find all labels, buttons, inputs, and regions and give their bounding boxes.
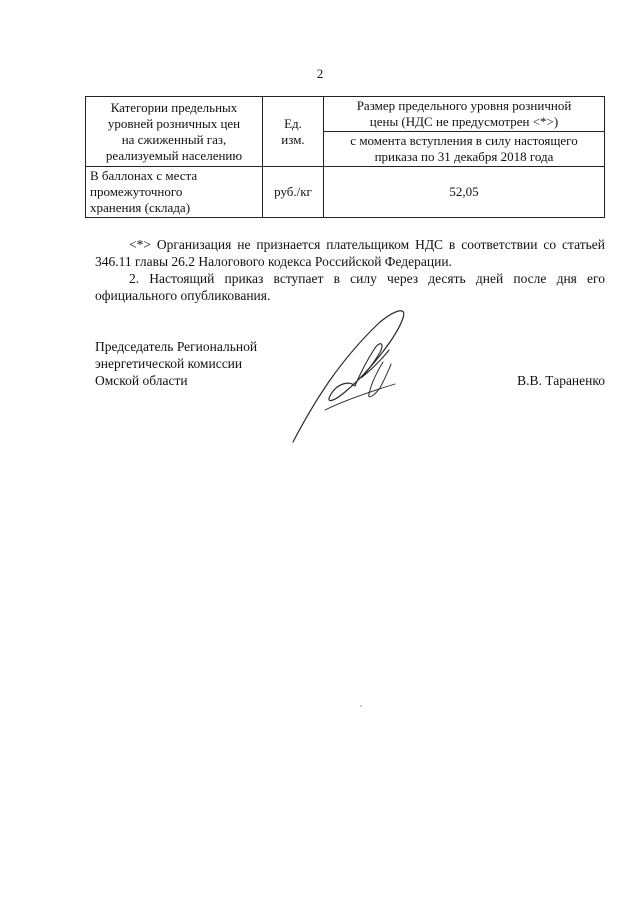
signatory-position-line: энергетической комиссии	[95, 356, 243, 371]
header-category-line: уровней розничных цен	[107, 115, 241, 131]
signatory-position-line: Омской области	[95, 373, 188, 388]
header-period-cell	[324, 132, 605, 167]
header-category-line: Категории предельных	[110, 99, 238, 115]
signatory-position-line: Председатель Региональной	[95, 339, 258, 354]
header-price-cell	[324, 97, 605, 132]
row-unit-cell: руб./кг	[263, 167, 324, 218]
table-row	[86, 167, 605, 218]
header-unit-cell	[263, 97, 324, 167]
header-category-cell	[86, 97, 263, 167]
header-price-line: Размер предельного уровня розничной	[356, 98, 572, 113]
header-category-line: реализуемый населению	[105, 147, 243, 163]
header-period-line: с момента вступления в силу настоящего	[350, 133, 578, 148]
row-price-cell: 52,05	[324, 167, 605, 218]
row-category-line: хранения (склада)	[90, 200, 191, 215]
header-price-line: цены (НДС не предусмотрен <*>)	[369, 114, 559, 129]
table-header-row	[86, 97, 605, 132]
signatory-name: В.В. Тараненко	[517, 373, 605, 388]
row-category-line: промежуточного	[90, 184, 183, 199]
signatory-position	[95, 338, 257, 389]
handwritten-signature	[285, 300, 425, 450]
header-period-line: приказа по 31 декабря 2018 года	[374, 149, 554, 164]
tariff-table	[85, 96, 605, 218]
row-category-line: В баллонах с места	[90, 168, 198, 183]
header-unit-line: Ед.	[284, 115, 302, 131]
clause-2: 2. Настоящий приказ вступает в силу через десять дней после дня его официального опубликования.	[95, 271, 605, 303]
footnote: <*> Организация не признается плательщиком НДС в соответствии со статьей 346.11 главы 26.2 Налогового кодекса Российской Федерации.	[95, 237, 605, 269]
page-number: 2	[316, 66, 324, 81]
scan-speck	[360, 705, 362, 707]
header-category-line: на сжиженный газ,	[121, 131, 227, 147]
row-category-cell	[86, 167, 263, 218]
header-unit-line: изм.	[281, 131, 305, 147]
